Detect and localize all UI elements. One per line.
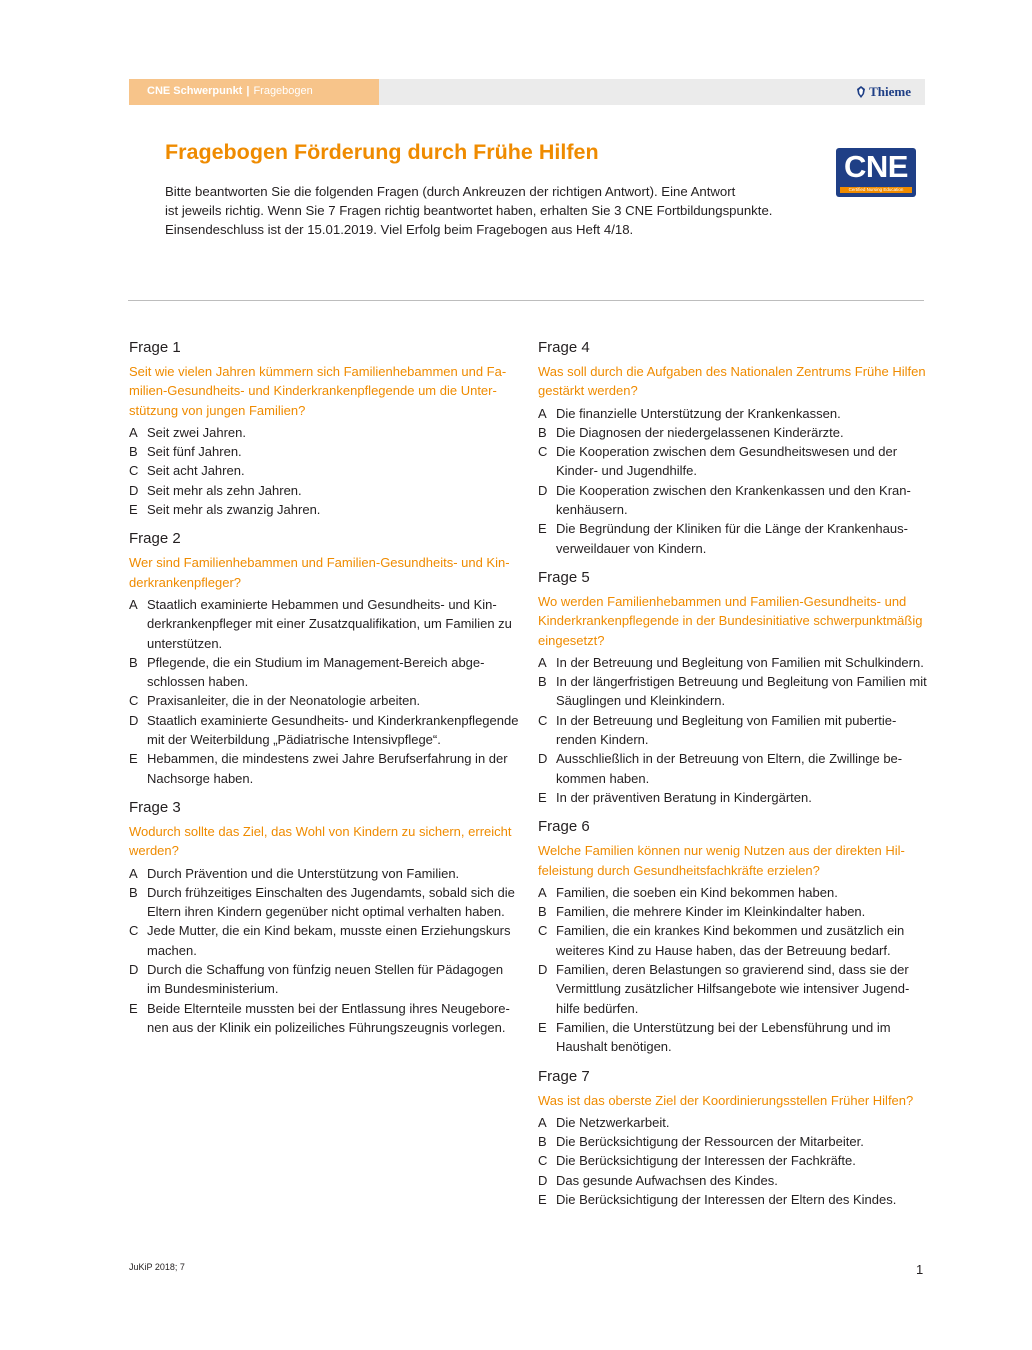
option-text: In der Betreuung und Begleitung von Familien mit Schulkindern. xyxy=(556,654,924,670)
answer-option[interactable] xyxy=(538,1132,928,1151)
option-text: Seit fünf Jahren. xyxy=(147,444,242,460)
option-letter: A xyxy=(538,884,547,900)
answer-option[interactable] xyxy=(538,653,928,672)
option-text: In der längerfristigen Betreuung und Begleitung von Familien mit Säuglingen und Kleinkindern. xyxy=(556,674,927,709)
option-letter: E xyxy=(129,1000,138,1016)
question-block xyxy=(538,338,928,558)
question-text: Wodurch sollte das Ziel, das Wohl von Kindern zu sichern, erreicht werden? xyxy=(129,823,512,859)
question-block xyxy=(129,798,519,1037)
option-letter: A xyxy=(129,424,138,440)
option-text: Familien, die mehrere Kinder im Kleinkindalter haben. xyxy=(556,904,866,920)
question-text: Seit wie vielen Jahren kümmern sich Familienhebammen und Familien-Gesundheits- und Kinderkrankenpflegende um die Unterstützung von jungen Familien? xyxy=(129,364,507,418)
answer-options xyxy=(538,653,928,807)
question-text: Was soll durch die Aufgaben des Nationalen Zentrums Frühe Hilfen gestärkt werden? xyxy=(538,364,926,399)
option-letter: C xyxy=(129,923,139,939)
question-text: Welche Familien können nur wenig Nutzen aus der direkten Hilfeleistung durch Gesundheitsfachkräfte erzielen? xyxy=(538,843,905,878)
question-block xyxy=(538,817,928,1056)
option-letter: D xyxy=(129,482,139,498)
question-label: Frage 5 xyxy=(538,568,590,586)
page-number: 1 xyxy=(916,1262,924,1277)
question-label: Frage 6 xyxy=(538,818,590,836)
answer-option[interactable] xyxy=(538,1113,928,1132)
question-text: Was ist das oberste Ziel der Koordinierungsstellen Früher Hilfen? xyxy=(538,1092,914,1108)
option-letter: D xyxy=(538,751,548,767)
option-letter: D xyxy=(538,962,548,978)
question-block xyxy=(538,1067,928,1210)
option-text: Die Kooperation zwischen den Krankenkassen und den Krankenhäusern. xyxy=(556,482,911,518)
answer-option[interactable] xyxy=(538,404,928,423)
answer-option[interactable] xyxy=(538,442,928,481)
option-text: Die Berücksichtigung der Interessen der Fachkräfte. xyxy=(556,1153,856,1169)
question-label: Frage 2 xyxy=(129,530,181,548)
option-letter: A xyxy=(538,405,547,421)
option-text: Pflegende, die ein Studium im Management-Bereich abgeschlossen haben. xyxy=(147,654,485,690)
answer-option[interactable] xyxy=(129,423,519,442)
option-text: Die Netzwerkarbeit. xyxy=(556,1114,670,1130)
answer-option[interactable] xyxy=(538,1151,928,1170)
answer-options xyxy=(538,883,928,1057)
header-bar xyxy=(129,79,925,105)
section-tab xyxy=(129,79,379,105)
intro-text xyxy=(165,182,805,239)
option-letter: A xyxy=(538,1114,547,1130)
question-text: Wo werden Familienhebammen und Familien-Gesundheits- und Kinderkrankenpflegende in der Bundesinitiative schwerpunktmäßig eingesetzt? xyxy=(538,593,923,648)
option-letter: B xyxy=(538,424,547,440)
option-letter: D xyxy=(129,962,139,978)
intro-line: ist jeweils richtig. Wenn Sie 7 Fragen richtig beantwortet haben, erhalten Sie 3 CNE Fortbildungspunkte. xyxy=(165,203,773,218)
option-text: In der Betreuung und Begleitung von Familien mit pubertierenden Kindern. xyxy=(556,712,897,748)
option-letter: B xyxy=(129,884,138,900)
option-text: Die finanzielle Unterstützung der Krankenkassen. xyxy=(556,405,841,421)
page-title: Fragebogen Förderung durch Frühe Hilfen xyxy=(165,140,599,164)
option-text: Jede Mutter, die ein Kind bekam, musste einen Erziehungskurs machen. xyxy=(147,923,511,958)
option-text: Seit acht Jahren. xyxy=(147,463,245,479)
divider xyxy=(128,300,924,301)
option-letter: C xyxy=(538,444,548,460)
answer-option[interactable] xyxy=(538,788,928,807)
option-letter: B xyxy=(538,674,547,690)
option-text: Seit zwei Jahren. xyxy=(147,424,246,440)
answer-options xyxy=(129,595,519,788)
option-letter: C xyxy=(538,712,548,728)
answer-option[interactable] xyxy=(129,711,519,750)
answer-option[interactable] xyxy=(538,921,928,960)
option-text: Staatlich examinierte Gesundheits- und Kinderkrankenpflegende mit der Weiterbildung „Pädiatrische Intensivpflege“. xyxy=(147,712,519,748)
citation: JuKiP 2018; 7 xyxy=(129,1262,185,1272)
intro-line: Bitte beantworten Sie die folgenden Fragen (durch Ankreuzen der richtigen Antwort). Eine Antwort xyxy=(165,184,736,199)
answer-option[interactable] xyxy=(129,653,519,692)
question-label: Frage 3 xyxy=(129,798,181,816)
option-text: Familien, die ein krankes Kind bekommen und zusätzlich ein weiteres Kind zu Hause haben, das der Betreuung bedarf. xyxy=(556,923,905,958)
option-letter: B xyxy=(129,654,138,670)
cne-logo-text: CNE xyxy=(844,149,908,184)
question-label: Frage 1 xyxy=(129,339,181,356)
option-text: Durch Prävention und die Unterstützung von Familien. xyxy=(147,865,460,881)
answer-option[interactable] xyxy=(538,883,928,902)
option-text: Das gesunde Aufwachsen des Kindes. xyxy=(556,1172,778,1188)
answer-option[interactable] xyxy=(538,1018,928,1057)
option-text: Hebammen, die mindestens zwei Jahre Berufserfahrung in der Nachsorge haben. xyxy=(147,751,508,786)
cne-logo xyxy=(836,148,916,197)
answer-option[interactable] xyxy=(538,672,928,711)
answer-option[interactable] xyxy=(129,960,519,999)
answer-option[interactable] xyxy=(129,500,519,519)
answer-option[interactable] xyxy=(129,749,519,788)
answer-options xyxy=(129,423,519,519)
option-letter: D xyxy=(538,482,548,498)
option-letter: E xyxy=(129,751,138,767)
option-letter: C xyxy=(129,463,139,479)
answer-option[interactable] xyxy=(129,921,519,960)
answer-option[interactable] xyxy=(129,691,519,710)
thieme-emblem-icon xyxy=(856,86,866,98)
option-text: Durch frühzeitiges Einschalten des Jugendamts, sobald sich die Eltern ihren Kindern gegenüber nicht optimal verhalten haben. xyxy=(147,884,515,920)
option-text: Die Begründung der Kliniken für die Länge der Krankenhausverweildauer von Kindern. xyxy=(556,521,908,556)
option-letter: B xyxy=(129,444,138,460)
answer-option[interactable] xyxy=(129,595,519,653)
answer-option[interactable] xyxy=(129,481,519,500)
publisher-name: Thieme xyxy=(869,84,911,99)
option-text: In der präventiven Beratung in Kindergärten. xyxy=(556,789,812,805)
answer-option[interactable] xyxy=(538,519,928,558)
question-label: Frage 7 xyxy=(538,1067,590,1085)
subsection-label: Fragebogen xyxy=(253,85,313,97)
option-letter: E xyxy=(538,1019,547,1035)
answer-option[interactable] xyxy=(538,481,928,520)
option-letter: B xyxy=(538,904,547,920)
option-text: Die Berücksichtigung der Ressourcen der Mitarbeiter. xyxy=(556,1134,864,1150)
answer-option[interactable] xyxy=(538,1171,928,1190)
option-text: Beide Elternteile mussten bei der Entlassung ihres Neugeborenen aus der Klinik ein polizeiliches Führungszeugnis vorlegen. xyxy=(147,1000,510,1035)
option-letter: E xyxy=(538,521,547,537)
intro-line: Einsendeschluss ist der 15.01.2019. Viel Erfolg beim Fragebogen aus Heft 4/18. xyxy=(165,222,634,237)
option-letter: D xyxy=(538,1172,548,1188)
answer-options xyxy=(129,864,519,1038)
questions-column-left xyxy=(129,338,519,1047)
question-block xyxy=(129,338,519,519)
option-letter: A xyxy=(129,596,138,612)
option-letter: A xyxy=(538,654,547,670)
question-text: Wer sind Familienhebammen und Familien-Gesundheits- und Kinderkrankenpfleger? xyxy=(129,555,510,590)
answer-option[interactable] xyxy=(129,442,519,461)
option-text: Familien, die Unterstützung bei der Lebensführung und im Haushalt benötigen. xyxy=(556,1019,891,1055)
answer-option[interactable] xyxy=(538,711,928,750)
answer-option[interactable] xyxy=(538,902,928,921)
option-text: Die Kooperation zwischen dem Gesundheitswesen und der Kinder- und Jugendhilfe. xyxy=(556,444,898,479)
answer-options xyxy=(538,404,928,558)
option-letter: E xyxy=(538,789,547,805)
option-text: Seit mehr als zwanzig Jahren. xyxy=(147,502,321,518)
section-label: CNE Schwerpunkt xyxy=(147,85,243,97)
question-block xyxy=(129,529,519,788)
answer-option[interactable] xyxy=(129,864,519,883)
option-text: Staatlich examinierte Hebammen und Gesundheits- und Kinderkrankenpfleger mit einer Zusatzqualifikation, um Familien zu unterstützen. xyxy=(147,596,512,651)
answer-option[interactable] xyxy=(129,461,519,480)
option-text: Seit mehr als zehn Jahren. xyxy=(147,482,302,498)
option-text: Familien, deren Belastungen so gravierend sind, dass sie der Vermittlung zusätzlicher Hilfsangebote wie intensiver Jugendhilfe bedürfen. xyxy=(556,962,910,1016)
answer-options xyxy=(538,1113,928,1209)
option-text: Durch die Schaffung von fünfzig neuen Stellen für Pädagogen im Bundesministerium. xyxy=(147,962,504,997)
questions-column-right xyxy=(538,338,928,1219)
question-block xyxy=(538,568,928,807)
answer-option[interactable] xyxy=(538,423,928,442)
option-letter: C xyxy=(538,1153,548,1169)
section-separator: | xyxy=(246,85,250,97)
cne-logo-subtext: Certified Nursing Education xyxy=(840,187,912,193)
answer-option[interactable] xyxy=(538,960,928,1018)
answer-option[interactable] xyxy=(129,999,519,1038)
answer-option[interactable] xyxy=(538,1190,928,1209)
option-letter: C xyxy=(538,923,548,939)
option-text: Praxisanleiter, die in der Neonatologie arbeiten. xyxy=(147,693,421,709)
question-label: Frage 4 xyxy=(538,339,590,356)
option-letter: D xyxy=(129,712,139,728)
answer-option[interactable] xyxy=(538,749,928,788)
option-text: Familien, die soeben ein Kind bekommen haben. xyxy=(556,884,838,900)
option-letter: E xyxy=(129,502,138,518)
option-letter: C xyxy=(129,693,139,709)
publisher-logo xyxy=(856,84,911,100)
answer-option[interactable] xyxy=(129,883,519,922)
option-letter: E xyxy=(538,1191,547,1207)
option-text: Die Diagnosen der niedergelassenen Kinderärzte. xyxy=(556,424,844,440)
option-letter: B xyxy=(538,1134,547,1150)
option-text: Ausschließlich in der Betreuung von Eltern, die Zwillinge bekommen haben. xyxy=(556,751,903,786)
option-letter: A xyxy=(129,865,138,881)
option-text: Die Berücksichtigung der Interessen der Eltern des Kindes. xyxy=(556,1191,897,1207)
